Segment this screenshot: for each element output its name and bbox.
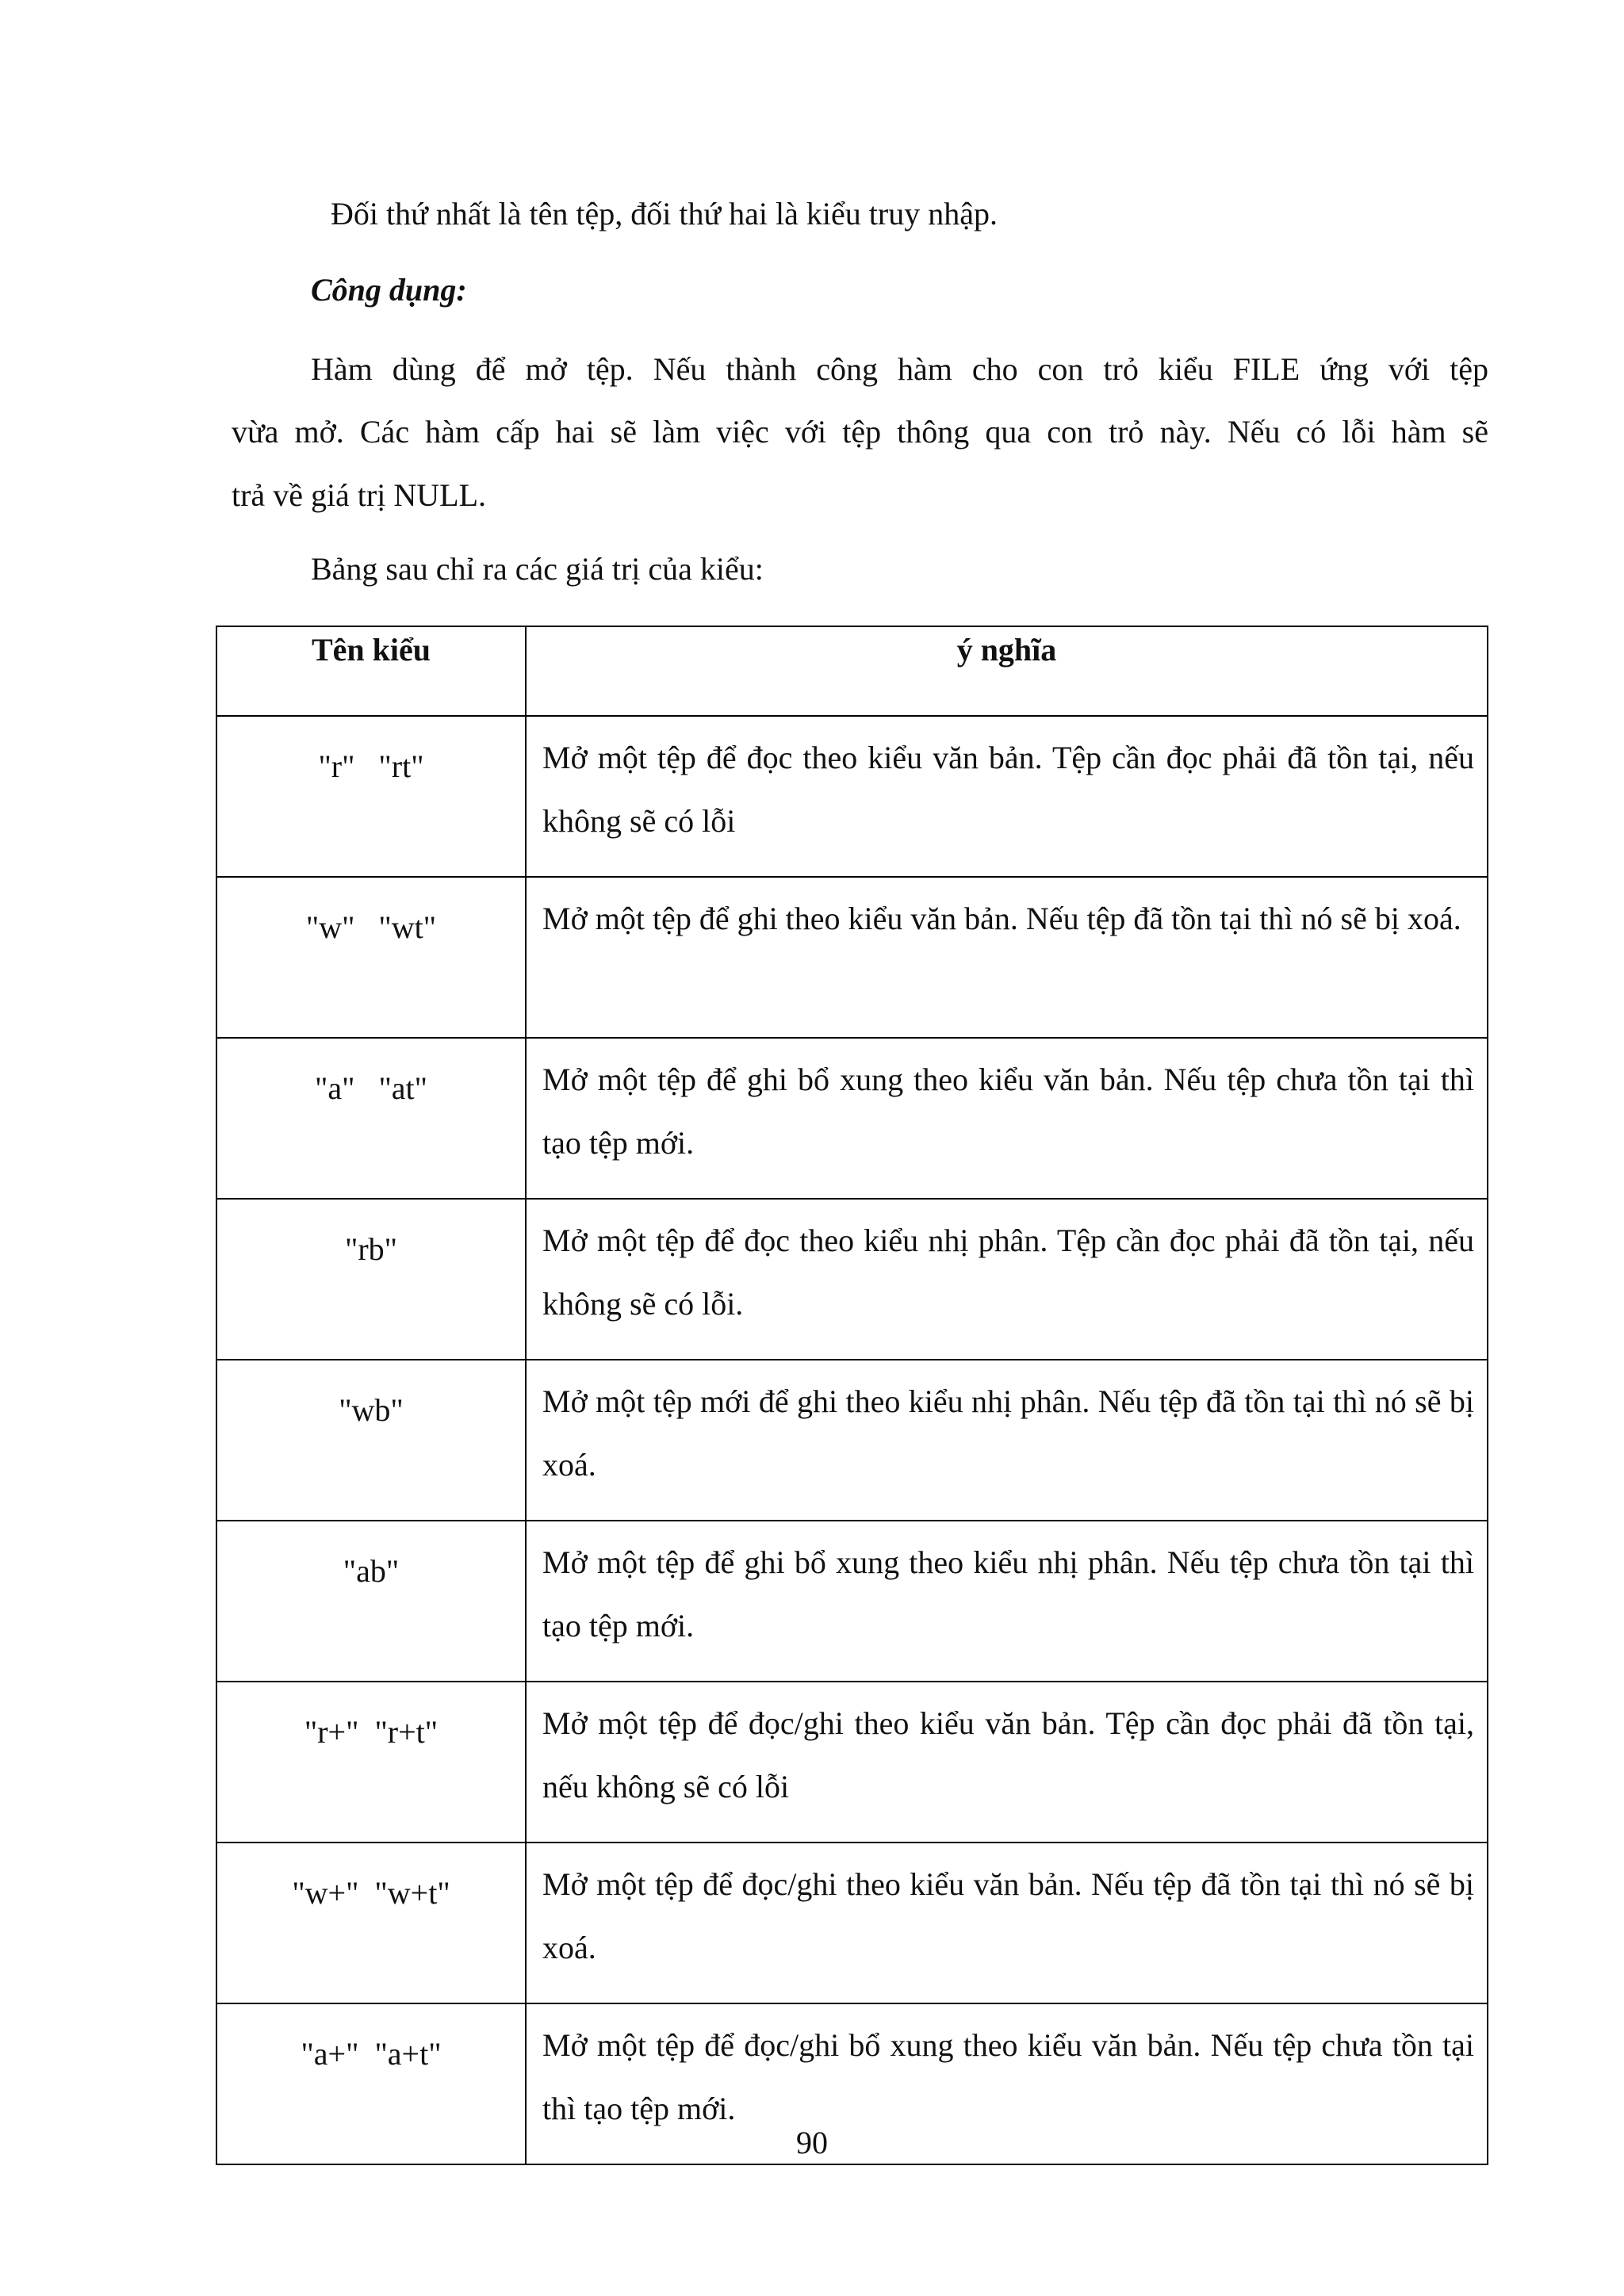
mode-meaning-cell: Mở một tệp để ghi bổ xung theo kiểu văn bản. Nếu tệp chưa tồn tại thì tạo tệp mới.	[526, 1038, 1488, 1199]
mode-meaning-cell: Mở một tệp mới để ghi theo kiểu nhị phân. Nếu tệp đã tồn tại thì nó sẽ bị xoá.	[526, 1360, 1488, 1521]
table-row	[216, 1521, 1488, 1682]
file-mode-table	[216, 626, 1488, 2165]
mode-name-cell: "rb"	[216, 1199, 526, 1360]
page-number: 90	[796, 2125, 828, 2160]
table-row	[216, 1199, 1488, 1360]
mode-meaning-cell: Mở một tệp để ghi theo kiểu văn bản. Nếu tệp đã tồn tại thì nó sẽ bị xoá.	[526, 877, 1488, 1038]
mode-name-cell: "ab"	[216, 1521, 526, 1682]
mode-meaning-cell: Mở một tệp để đọc theo kiểu văn bản. Tệp cần đọc phải đã tồn tại, nếu không sẽ có lỗi	[526, 716, 1488, 877]
table-row	[216, 716, 1488, 877]
description-line-2: vừa mở. Các hàm cấp hai sẽ làm việc với tệp thông qua con trỏ này. Nếu có lỗi hàm sẽ	[232, 414, 1488, 450]
usage-heading: Công dụng:	[311, 272, 467, 308]
table-row	[216, 1360, 1488, 1521]
header-mode-name: Tên kiểu	[216, 626, 526, 716]
mode-meaning-cell: Mở một tệp để ghi bổ xung theo kiểu nhị phân. Nếu tệp chưa tồn tại thì tạo tệp mới.	[526, 1521, 1488, 1682]
table-intro: Bảng sau chỉ ra các giá trị của kiểu:	[311, 551, 764, 587]
mode-name-cell: "a+" "a+t"	[216, 2003, 526, 2164]
mode-name-cell: "r" "rt"	[216, 716, 526, 877]
mode-name-cell: "w+" "w+t"	[216, 1843, 526, 2003]
mode-name-cell: "w" "wt"	[216, 877, 526, 1038]
table-row	[216, 1682, 1488, 1843]
table-row	[216, 877, 1488, 1038]
description-line-3: trả về giá trị NULL.	[232, 477, 486, 513]
mode-meaning-cell: Mở một tệp để đọc/ghi theo kiểu văn bản. Tệp cần đọc phải đã tồn tại, nếu không sẽ có lỗi	[526, 1682, 1488, 1843]
mode-meaning-cell: Mở một tệp để đọc theo kiểu nhị phân. Tệp cần đọc phải đã tồn tại, nếu không sẽ có lỗi.	[526, 1199, 1488, 1360]
intro-line: Đối thứ nhất là tên tệp, đối thứ hai là kiểu truy nhập.	[331, 196, 998, 232]
table-header-row	[216, 626, 1488, 716]
mode-name-cell: "a" "at"	[216, 1038, 526, 1199]
header-meaning: ý nghĩa	[526, 626, 1488, 716]
mode-name-cell: "r+" "r+t"	[216, 1682, 526, 1843]
description-line-1: Hàm dùng để mở tệp. Nếu thành công hàm cho con trỏ kiểu FILE ứng với tệp	[311, 351, 1488, 387]
table-row	[216, 1038, 1488, 1199]
mode-name-cell: "wb"	[216, 1360, 526, 1521]
mode-meaning-cell: Mở một tệp để đọc/ghi bổ xung theo kiểu văn bản. Nếu tệp chưa tồn tại thì tạo tệp mới.	[526, 2003, 1488, 2164]
table-row	[216, 1843, 1488, 2003]
mode-meaning-cell: Mở một tệp để đọc/ghi theo kiểu văn bản. Nếu tệp đã tồn tại thì nó sẽ bị xoá.	[526, 1843, 1488, 2003]
